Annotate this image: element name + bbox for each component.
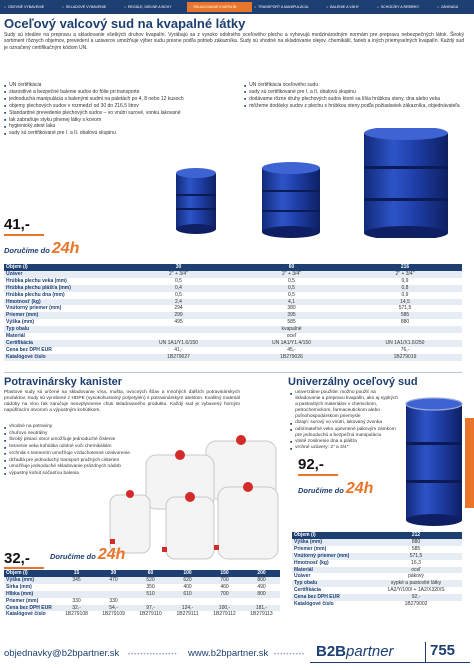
table-row — [4, 598, 280, 605]
bullet: ■ objemy plechových sudov v rozmedzí od 30 do 216,5 litrov — [4, 103, 236, 110]
table-row — [4, 347, 462, 354]
table-cell: 345 — [58, 577, 95, 584]
table-row-label: Katalógové číslo — [6, 611, 46, 618]
universal-drum-image — [404, 396, 464, 528]
table-row-label: Typ obalu — [4, 326, 122, 333]
table-cell: 520 — [132, 577, 169, 584]
table-row — [4, 611, 280, 618]
table-cell — [122, 326, 235, 333]
drum-216l-shape — [364, 128, 448, 238]
table-cell: 2" + 3/4" — [348, 271, 462, 278]
table-cell: 2" + 3/4" — [122, 271, 235, 278]
bullet: ■ umožňuje jednoduché skladovanie prázdnych nádob — [4, 464, 184, 471]
side-tab — [465, 418, 474, 508]
table-row-label: Hrúbka plechu plášťa (mm) — [4, 285, 122, 292]
plastic-canisters-image — [106, 435, 286, 565]
drum-60l-shape — [262, 162, 320, 238]
table-header-label: Objem (l) — [4, 570, 58, 577]
table-row — [4, 326, 462, 333]
table-cell: 800 — [243, 577, 280, 584]
table-cell: 610 — [169, 591, 206, 598]
table-header-cell: 60 — [132, 570, 169, 577]
table-cell: 0,8 — [348, 285, 462, 292]
table-cell: 571,5 — [398, 305, 412, 312]
table-row — [4, 340, 462, 347]
bullet: ■ vrchné uzávery: 2" a 3/4" — [290, 445, 402, 452]
table-cell — [95, 584, 132, 591]
table-cell: 1B279019 — [348, 354, 462, 361]
table-row-label: Materiál — [292, 567, 370, 574]
table-header-cell: 100 — [169, 570, 206, 577]
table-cell: 299 — [122, 312, 235, 319]
table-row — [292, 560, 462, 567]
footer-dots: •••••••••• — [274, 652, 306, 658]
bullet: ■ jednoduchá manipulácia s balenými sudmi na paletách po 4, 8 nebo 12 kusoch — [4, 96, 236, 103]
table-cell: 880 — [400, 319, 410, 326]
table-cell: oceľ — [286, 333, 297, 340]
section1-spec-table — [4, 264, 462, 361]
table-row-label: Uzáver — [4, 271, 122, 278]
table-cell: UN 1A1/Y1.6/150 — [122, 340, 235, 347]
table-cell — [348, 326, 462, 333]
table-header-row — [292, 532, 462, 539]
table-row — [4, 605, 280, 612]
table-row — [4, 299, 462, 306]
brand-logo: B2Bpartner — [316, 643, 394, 660]
bullet: ■ sudy sú certifikované pre I. a II. obalovú skupinu — [4, 130, 236, 137]
section1-price: 41,- — [4, 216, 30, 233]
table-row — [4, 312, 462, 319]
table-cell: 1B279111 — [176, 611, 199, 618]
divider — [310, 662, 470, 663]
table-cell: 380 — [287, 305, 296, 312]
footer-dots: •••••••••••••••• — [128, 652, 178, 658]
section2-delivery: Doručíme do 24h — [50, 546, 126, 563]
table-cell: 470 — [95, 577, 132, 584]
table-cell: 14,5 — [348, 299, 462, 306]
table-cell: 0,5 — [288, 277, 295, 284]
category-tab-4[interactable]: ● TRANSPORT A MANIPULÁCIA — [252, 2, 324, 12]
table-cell: 0,5 — [235, 285, 348, 292]
table-cell: UN 1A1/X1.6/250 — [348, 340, 462, 347]
table-row-label: Hmotnosť (kg) — [294, 559, 329, 566]
table-row — [292, 546, 462, 553]
table-header-row — [4, 264, 462, 271]
category-tab-5[interactable]: ● BALENIE A VÁHY — [324, 2, 375, 12]
section2-spec-table — [4, 570, 280, 618]
category-tab-6[interactable]: ● SCHODÍKY A REBRÍKY — [375, 2, 435, 12]
category-tab-2[interactable]: ● REGÁLE, DIELNE A BOXY — [122, 2, 187, 12]
table-header-cell: 30 — [122, 264, 235, 271]
table-cell: UN 1A1/Y1.4/150 — [235, 340, 348, 347]
table-cell — [169, 598, 206, 605]
table-cell: 585 — [348, 312, 462, 319]
table-cell: 294 — [174, 305, 183, 312]
bullet: ■ UN certifikácia oceľového sudu — [244, 82, 466, 89]
table-cell: 585 — [411, 545, 421, 552]
table-row — [4, 591, 280, 598]
table-cell: 1A2/Y/100/ + 1A2/X320/S — [387, 587, 445, 594]
footer — [0, 638, 474, 670]
table-cell: 330 — [109, 597, 118, 604]
table-row — [4, 278, 462, 285]
table-cell: 350 — [146, 583, 155, 590]
table-row-label: Certifikácia — [294, 587, 321, 594]
table-cell: 585 — [287, 319, 296, 326]
section2-description: Plastové sudy sú určené na skladovanie vína, mušta, ovocných šťiav a mnohých ďalších potravinárskych produktov. Sudy sú vyrobené z HDPE (vysokohustotný polyetylén) s potravinárskym atestom. Kvalitný materiál nádoby na víno ťak zaručuje neovplyvnenie chuti skladovaného produktu. Každý sud je vybavený horným napúšťacím otvorom a výpustným kohútikom. — [4, 390, 240, 413]
table-row-label: Materiál — [6, 333, 25, 340]
table-cell: 800 — [243, 591, 280, 598]
bullet: ■ chuťovo neutrálny — [4, 431, 184, 438]
table-cell — [243, 598, 280, 605]
category-nav — [0, 0, 474, 14]
page-number: 755 — [430, 642, 456, 659]
table-cell — [58, 584, 95, 591]
section3-price: 92,- — [298, 456, 324, 473]
table-row — [292, 594, 462, 601]
table-cell: kvapalné — [235, 326, 348, 333]
divider — [4, 567, 44, 569]
table-cell: 124,- — [169, 605, 206, 612]
table-cell: pákový — [408, 573, 424, 580]
table-row — [4, 292, 462, 299]
bullet: ■ tesnenie veka kohútika odolné voči chemikáliám — [4, 444, 184, 451]
table-cell: 460 — [220, 583, 229, 590]
table-row-label: Priemer (mm) — [6, 597, 39, 604]
table-cell: 1B279026 — [235, 354, 348, 361]
table-row — [4, 285, 462, 292]
table-header-cell: 216 — [348, 264, 462, 271]
section3-bullets — [290, 390, 402, 452]
table-row-label: Katalógové číslo — [294, 601, 334, 608]
table-row — [4, 584, 280, 591]
table-cell: 1B279108 — [65, 611, 88, 618]
section1-title: Oceľový valcový sud na kvapalné látky — [4, 16, 246, 31]
table-cell: 0,5 — [175, 277, 182, 284]
category-tab-0[interactable]: ● ODEVNÉ VYBAVENIE — [2, 2, 60, 12]
section1-delivery: Doručíme do 24h — [4, 240, 80, 257]
table-row-label: Vnútorný priemer (mm) — [292, 553, 370, 560]
table-cell: 0,9 — [401, 277, 409, 284]
section3-title: Univerzálny oceľový sud — [288, 376, 418, 388]
table-row — [4, 271, 462, 278]
category-tab-1[interactable]: ● SKLADOVÉ VYBAVENIE — [60, 2, 122, 12]
table-row — [292, 587, 462, 594]
divider — [4, 234, 44, 236]
table-cell: 97,- — [132, 605, 169, 612]
table-cell: 2,4 — [122, 299, 235, 306]
bullet: ■ vlnité zosilnenie dna a plášťa — [290, 439, 402, 446]
section3-spec-table — [292, 532, 462, 608]
table-cell: 76,- — [400, 346, 410, 353]
section1-description: Sudy sú ideálne na prepravu a skladovanie všetkých druhov kvapalín. Vyrábajú sa z vysoko odolného oceľového plechu a vyhovujú medzinárodným normám pre prepravu nebezpečných látok. Široký sortiment rôznych objemov, prevedení a uzáverov umožňuje výber sudu presne podľa potrieb zákazníka. Sudy sú vhodné na skladovanie olejov, chemikálií, farieb a iných priemyselných kvapalín. Každý sud je označený certifikačným kódom UN. — [4, 32, 464, 51]
bullet: ■ sudy sú certifikované pre I. a II. obalovú skupinu — [244, 89, 466, 96]
table-header-cell: 15 — [58, 570, 95, 577]
table-cell: 495 — [174, 319, 183, 326]
steel-drums-image — [0, 128, 474, 238]
table-cell: 32,- — [58, 605, 95, 612]
drum-30l-shape — [176, 168, 216, 234]
table-row — [292, 539, 462, 546]
table-cell: 0,9 — [401, 291, 409, 298]
table-row-label: Výška (mm) — [292, 539, 370, 546]
category-tab-7[interactable]: ● ZÁHRADA — [435, 2, 474, 12]
table-row-label: Vnútorný priemer (mm) — [6, 305, 62, 312]
table-cell: 92,- — [370, 594, 462, 601]
table-cell: 620 — [169, 577, 206, 584]
table-row — [4, 305, 462, 312]
table-cell — [348, 333, 462, 340]
table-header-cell: 212 — [370, 532, 462, 539]
table-cell: 181,- — [243, 605, 280, 612]
table-cell: 700 — [206, 591, 243, 598]
table-cell: 0,5 — [175, 291, 182, 298]
section2-title: Potravinársky kanister — [4, 376, 123, 388]
table-row-label: Hĺbka (mm) — [4, 591, 58, 598]
table-row — [4, 333, 462, 340]
table-row — [292, 567, 462, 574]
table-row-label: Priemer (mm) — [294, 545, 327, 552]
table-cell: 880 — [370, 539, 462, 546]
table-cell — [206, 598, 243, 605]
section1-bullets-right — [244, 82, 466, 110]
table-header-cell: 60 — [235, 264, 348, 271]
section2-price: 32,- — [4, 550, 30, 567]
table-row-label: Šírka (mm) — [6, 583, 32, 590]
table-row-label: Výška (mm) — [4, 577, 58, 584]
table-cell: sypké a pastovité látky — [370, 580, 462, 587]
section3-delivery: Doručíme do 24h — [298, 480, 374, 497]
table-cell: 700 — [206, 577, 243, 584]
table-header-cell: 150 — [206, 570, 243, 577]
table-cell — [122, 333, 235, 340]
table-header-label: Objem (l) — [4, 264, 122, 271]
table-cell: 41,- — [174, 346, 183, 353]
footer-web-link[interactable]: www.b2bpartner.sk — [188, 648, 269, 659]
divider — [298, 474, 338, 476]
table-cell — [95, 591, 132, 598]
table-header-row — [4, 570, 280, 577]
table-header-label: Objem (l) — [292, 532, 370, 539]
bullet: ■ môžeme dodávky sudov z plechu s hrúbkou steny podľa požiadaviek zákazníka, objednávateľa — [244, 103, 466, 110]
table-header-cell: 200 — [243, 570, 280, 577]
table-cell: 2" + 3/4" — [235, 271, 348, 278]
table-cell: 510 — [132, 591, 169, 598]
bullet: ■ hygienický atest laku — [4, 123, 236, 130]
bullet: ■ výpustný kohút súčasťou balenia — [4, 471, 184, 478]
table-row — [4, 354, 462, 361]
table-row-label: Certifikácia — [4, 340, 122, 347]
table-cell: 1B279110 — [139, 611, 162, 618]
table-cell: 1B279027 — [122, 354, 235, 361]
bullet: ■ univerzálne použitie: možno použiť na skladovanie a prepravu kvapalín, ako aj sypkých a pastovitých materiálov v chemickom, petrochemickom, farmaceutickom alebo poľnohospodárskom priemysle — [290, 390, 402, 420]
table-cell: 0,5 — [288, 291, 295, 298]
bullet: ■ UN certifikácia — [4, 82, 236, 89]
table-row — [292, 580, 462, 587]
bullet: ■ lak zabraňuje styku plnenej látky s kovom — [4, 117, 236, 124]
table-cell: 45,- — [287, 346, 296, 353]
table-row-label: Katalógové číslo — [4, 354, 122, 361]
table-cell: 0,4 — [122, 285, 235, 292]
bullet: ■ dodávame rôzne druhy plechových sudov ktoré sa líšia hrúbkou steny, dna alebo veka — [244, 96, 466, 103]
table-row — [4, 577, 280, 584]
table-row-label: Typ obalu — [292, 580, 370, 587]
table-row-label: Hmotnosť (kg) — [4, 299, 122, 306]
bullet: ■ vrchnák s tesnením umožňuje vzduchotesné uzatvorenie — [4, 451, 184, 458]
table-row-label: Priemer (mm) — [4, 312, 122, 319]
table-cell: 100,- — [206, 605, 243, 612]
table-cell: 571,5 — [370, 553, 462, 560]
table-row — [4, 319, 462, 326]
table-header-cell: 30 — [95, 570, 132, 577]
footer-email-link[interactable]: objednavky@b2bpartner.sk — [4, 648, 120, 659]
table-cell: oceľ — [370, 567, 462, 574]
table-row-label: Výška (mm) — [6, 319, 35, 326]
table-row-label: Cena bez DPH EUR — [4, 605, 58, 612]
category-tab-3[interactable]: ● SKLADOVANIE KVAPALÍN — [187, 2, 252, 12]
bullet: ■ Široký plniaci otvor umožňuje jednoduché čistenie — [4, 437, 184, 444]
table-cell: 16,3 — [411, 559, 421, 566]
bullet: ■ starostlivé a bezpečné balenie sudov do fólie pri transporte — [4, 89, 236, 96]
bullet: ■ držadlá pre jednoduchý transport pražných cisterien — [4, 458, 184, 465]
table-cell: 1B279112 — [213, 611, 236, 618]
table-cell: 1B279113 — [250, 611, 273, 618]
table-cell: 4,1 — [235, 299, 348, 306]
bullet: ■ vhodné na potraviny — [4, 424, 184, 431]
table-row-label: Hrúbka plechu dna (mm) — [6, 291, 65, 298]
table-row-label: Cena bez DPH EUR — [6, 346, 52, 353]
table-cell: 395 — [235, 312, 348, 319]
table-row-label: Hrúbka plechu veka (mm) — [6, 277, 67, 284]
table-cell: 1B279109 — [102, 611, 125, 618]
divider — [425, 642, 426, 662]
bullet: ■ Standardné prevedenie plechových sudov – vo vnútri surové, vonku lakované — [4, 110, 236, 117]
section-divider — [4, 372, 462, 373]
table-cell — [58, 591, 95, 598]
table-cell: 400 — [183, 583, 192, 590]
table-row-label: Cena bez DPH EUR — [292, 594, 370, 601]
table-cell: 54,- — [95, 605, 132, 612]
table-cell: 490 — [257, 583, 266, 590]
table-row — [292, 601, 462, 608]
bullet: ■ odnímateľné veko upevnené pákovým zámkom pre jednoduchú a bezpečnú manipuláciu — [290, 427, 402, 439]
table-row — [292, 573, 462, 580]
table-cell: 1B279002 — [404, 601, 428, 608]
table-cell: 330 — [72, 597, 81, 604]
bullet: ■ dizajn: surový vo vnútri, lakovaný zvonka — [290, 420, 402, 427]
table-row — [292, 553, 462, 560]
table-row-label: Uzáver — [294, 573, 311, 580]
table-cell — [132, 598, 169, 605]
